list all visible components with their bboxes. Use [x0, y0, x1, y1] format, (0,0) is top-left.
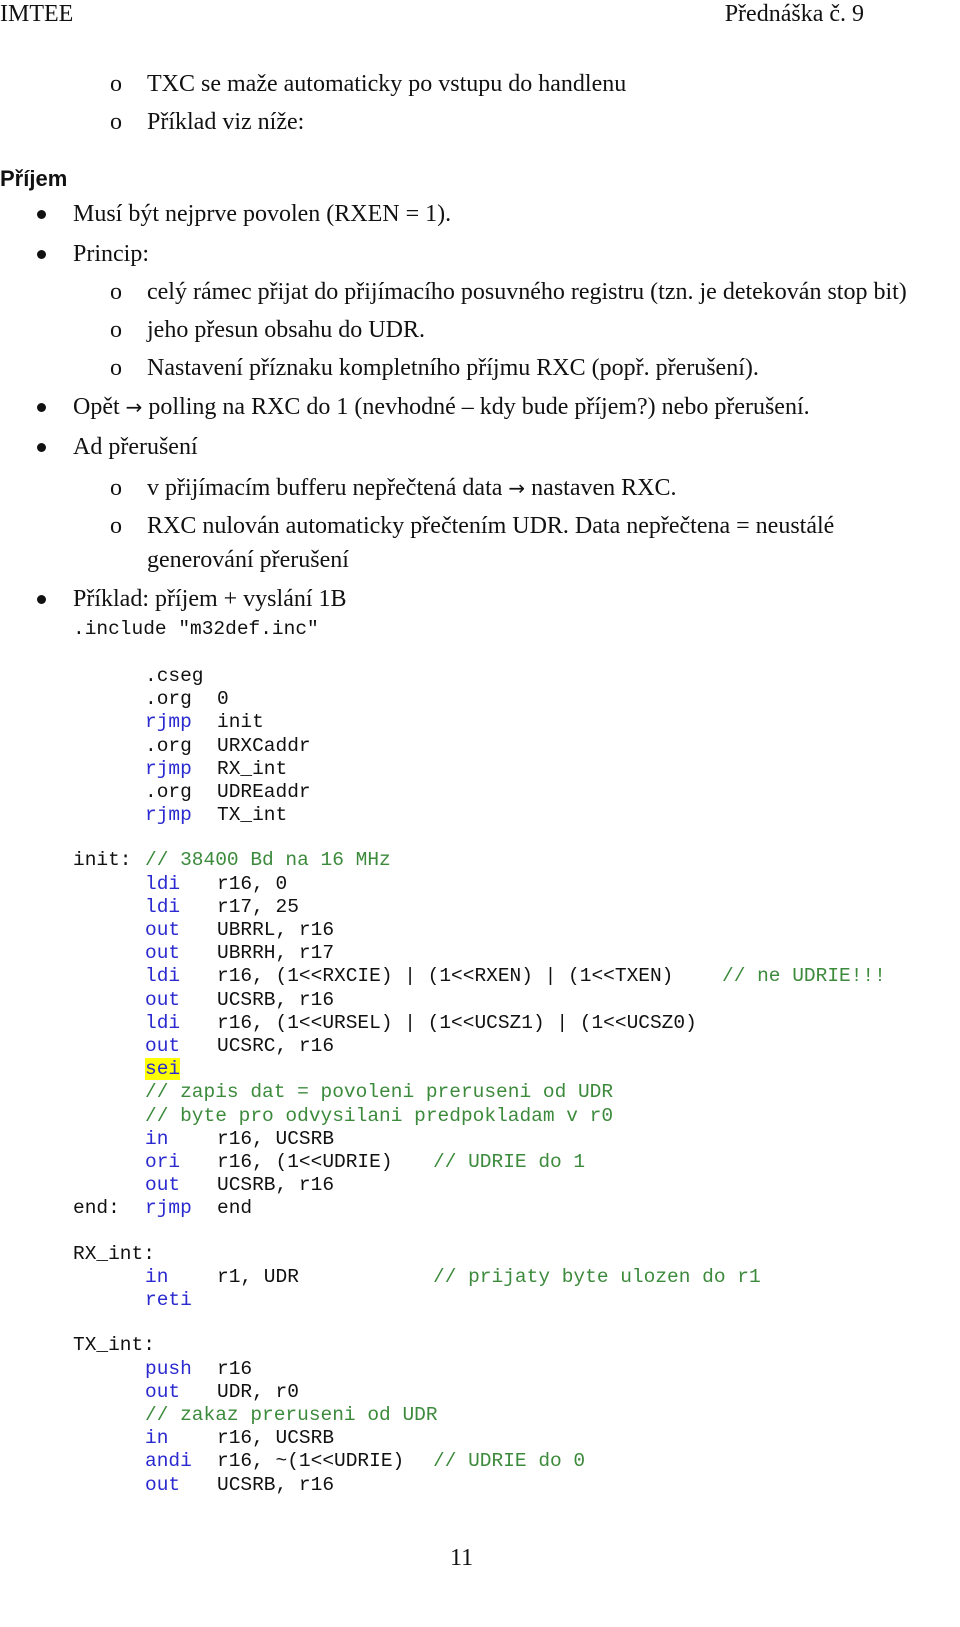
- code-op: ori: [145, 1151, 181, 1173]
- bullet-icon: [37, 443, 46, 452]
- list-item-continued: generování přerušení: [147, 547, 349, 573]
- sub-marker: o: [110, 109, 122, 135]
- code-op: rjmp: [145, 804, 192, 826]
- list-item: [73, 393, 810, 421]
- code-arg: r16, UCSRB: [217, 1128, 335, 1150]
- code-op: ldi: [145, 896, 181, 918]
- code-label: end:: [73, 1197, 120, 1219]
- code-arg: r16, UCSRB: [217, 1427, 335, 1449]
- code-arg: r16: [217, 1358, 253, 1380]
- code-op: out: [145, 1035, 181, 1057]
- arrow-icon: →: [508, 476, 526, 500]
- sub-marker: o: [110, 355, 122, 381]
- code-op: rjmp: [145, 758, 192, 780]
- code-op: .cseg: [145, 665, 204, 687]
- code-op: push: [145, 1358, 192, 1380]
- sub-marker: o: [110, 317, 122, 343]
- page-number: 11: [450, 1545, 474, 1571]
- code-arg: UCSRB, r16: [217, 1174, 335, 1196]
- text-segment: polling na RXC do 1 (nevhodné – kdy bude příjem?) nebo přerušení.: [148, 394, 810, 420]
- code-op: out: [145, 1381, 181, 1403]
- code-arg: UCSRC, r16: [217, 1035, 335, 1057]
- code-op: in: [145, 1427, 169, 1449]
- code-arg: TX_int: [217, 804, 288, 826]
- code-arg: r16, ~(1<<UDRIE): [217, 1450, 405, 1472]
- code-label: TX_int:: [73, 1334, 155, 1356]
- code-arg: r16, 0: [217, 873, 288, 895]
- code-arg: URXCaddr: [217, 735, 311, 757]
- code-op: out: [145, 942, 181, 964]
- code-label: RX_int:: [73, 1243, 155, 1265]
- code-arg: 0: [217, 688, 229, 710]
- text-segment: Opět: [73, 394, 120, 420]
- bullet-icon: [37, 250, 46, 259]
- code-arg: UDR, r0: [217, 1381, 299, 1403]
- code-op: rjmp: [145, 711, 192, 733]
- code-op: out: [145, 919, 181, 941]
- list-item: celý rámec přijat do přijímacího posuvného registru (tzn. je detekován stop bit): [147, 279, 907, 305]
- code-include: .include "m32def.inc": [73, 618, 319, 640]
- bullet-icon: [37, 403, 46, 412]
- bullet-icon: [37, 595, 46, 604]
- sub-marker: o: [110, 475, 122, 501]
- code-comment: // UDRIE do 0: [433, 1450, 586, 1472]
- code-op: ldi: [145, 873, 181, 895]
- list-item: Ad přerušení: [73, 434, 198, 460]
- code-op: ldi: [145, 1012, 181, 1034]
- header-right: Přednáška č. 9: [724, 1, 864, 27]
- code-arg: UCSRB, r16: [217, 1474, 335, 1496]
- list-item: jeho přesun obsahu do UDR.: [147, 317, 425, 343]
- code-arg: UDREaddr: [217, 781, 311, 803]
- code-comment: // byte pro odvysilani predpokladam v r0: [145, 1105, 614, 1127]
- code-arg: UBRRH, r17: [217, 942, 335, 964]
- code-op: .org: [145, 781, 192, 803]
- code-arg: init: [217, 711, 264, 733]
- code-arg: r17, 25: [217, 896, 299, 918]
- code-arg: r16, (1<<RXCIE) | (1<<RXEN) | (1<<TXEN): [217, 965, 674, 987]
- list-item: Nastavení příznaku kompletního příjmu RXC (popř. přerušení).: [147, 355, 759, 381]
- sub-marker: o: [110, 71, 122, 97]
- code-comment: // zapis dat = povoleni preruseni od UDR: [145, 1081, 614, 1103]
- code-op: reti: [145, 1289, 192, 1311]
- section-title: Příjem: [0, 166, 68, 191]
- code-op: in: [145, 1266, 169, 1288]
- code-arg: UCSRB, r16: [217, 989, 335, 1011]
- list-item: Příklad viz níže:: [147, 109, 305, 135]
- list-item: TXC se maže automaticky po vstupu do handlenu: [147, 71, 627, 97]
- code-arg: r16, (1<<UDRIE): [217, 1151, 393, 1173]
- code-op: .org: [145, 735, 192, 757]
- sub-marker: o: [110, 513, 122, 539]
- code-op: sei: [145, 1058, 181, 1080]
- code-comment: // zakaz preruseni od UDR: [145, 1404, 438, 1426]
- code-op: rjmp: [145, 1197, 192, 1219]
- code-arg: r1, UDR: [217, 1266, 299, 1288]
- code-comment: // prijaty byte ulozen do r1: [433, 1266, 761, 1288]
- text-segment: nastaven RXC.: [531, 475, 677, 501]
- code-label: init:: [73, 849, 132, 871]
- header-left: IMTEE: [0, 1, 74, 27]
- code-arg: r16, (1<<URSEL) | (1<<UCSZ1) | (1<<UCSZ0): [217, 1012, 697, 1034]
- code-arg: end: [217, 1197, 253, 1219]
- list-item: RXC nulován automaticky přečtením UDR. Data nepřečtena = neustálé: [147, 513, 835, 539]
- text-segment: v přijímacím bufferu nepřečtená data: [147, 475, 503, 501]
- bullet-icon: [37, 210, 46, 219]
- list-item: Příklad: příjem + vyslání 1B: [73, 586, 347, 612]
- arrow-icon: →: [125, 395, 143, 419]
- code-comment: // ne UDRIE!!!: [722, 965, 886, 987]
- code-arg: UBRRL, r16: [217, 919, 335, 941]
- sub-marker: o: [110, 279, 122, 305]
- code-op: ldi: [145, 965, 181, 987]
- code-arg: RX_int: [217, 758, 288, 780]
- code-comment: // UDRIE do 1: [433, 1151, 586, 1173]
- list-item: [147, 474, 676, 502]
- code-op: .org: [145, 688, 192, 710]
- list-item: Musí být nejprve povolen (RXEN = 1).: [73, 201, 452, 227]
- code-op: out: [145, 1474, 181, 1496]
- code-op: in: [145, 1128, 169, 1150]
- code-comment: // 38400 Bd na 16 MHz: [145, 849, 391, 871]
- list-item: Princip:: [73, 241, 149, 267]
- code-op: andi: [145, 1450, 192, 1472]
- code-op: out: [145, 989, 181, 1011]
- code-op: out: [145, 1174, 181, 1196]
